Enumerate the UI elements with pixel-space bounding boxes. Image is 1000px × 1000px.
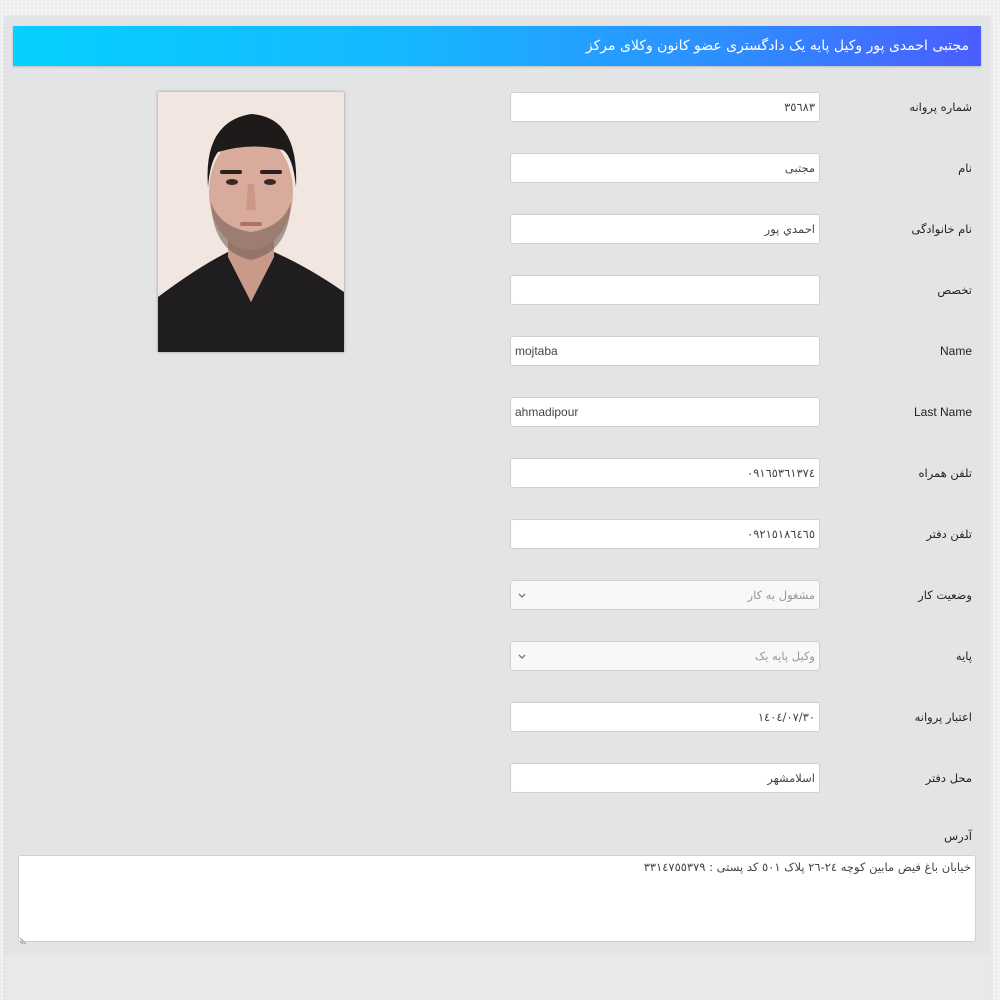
name-en-input[interactable]: mojtaba [510, 336, 820, 366]
form-row-office-phone [5, 519, 990, 549]
mobile-label: تلفن همراه [918, 466, 972, 480]
chevron-down-icon [517, 642, 527, 670]
profile-card-body [5, 17, 990, 955]
license-number-label: شماره پروانه [909, 100, 972, 114]
form-row-license-number [5, 92, 990, 122]
grade-value: وکیل پایه یک [754, 649, 815, 663]
address-textarea[interactable] [18, 855, 976, 942]
resize-handle-icon[interactable] [20, 932, 28, 940]
work-status-select[interactable] [510, 580, 820, 610]
mobile-input[interactable]: ٠٩١٦٥٣٦١٣٧٤ [510, 458, 820, 488]
page-title: مجتبی احمدی پور وکیل پایه یک دادگستری عضو کانون وکلای مرکز [13, 26, 981, 66]
license-validity-label: اعتبار پروانه [914, 710, 972, 724]
grade-select[interactable] [510, 641, 820, 671]
form-row-license-validity [5, 702, 990, 732]
form-row-grade [5, 641, 990, 671]
work-status-label: وضعیت کار [918, 588, 972, 602]
form-row-last-name [5, 214, 990, 244]
address-value: خیابان باغ فیض مابین کوچه ٢٤-٢٦ پلاک ٥٠١ کد پستی : ٣٣١٤٧٥٥٣٧٩ [643, 860, 971, 874]
last-name-label: نام خانوادگی [911, 222, 972, 236]
last-name-input[interactable]: احمدي پور [510, 214, 820, 244]
office-location-label: محل دفتر [925, 771, 972, 785]
name-en-label: Name [939, 344, 972, 358]
office-phone-input[interactable]: ٠٩٢١٥١٨٦٤٦٥ [510, 519, 820, 549]
form-row-specialty [5, 275, 990, 305]
office-phone-label: تلفن دفتر [926, 527, 972, 541]
profile-card [5, 17, 990, 1000]
form-row-work-status [5, 580, 990, 610]
first-name-input[interactable]: مجتبی [510, 153, 820, 183]
office-location-input[interactable]: اسلامشهر [510, 763, 820, 793]
form-row-name-en [5, 336, 990, 366]
last-name-en-input[interactable]: ahmadipour [510, 397, 820, 427]
form-row-mobile [5, 458, 990, 488]
form-row-first-name [5, 153, 990, 183]
license-validity-input[interactable]: ١٤٠٤/٠٧/٣٠ [510, 702, 820, 732]
last-name-en-label: Last Name [913, 405, 972, 419]
first-name-label: نام [958, 161, 972, 175]
form-row-office-location [5, 763, 990, 793]
form-row-last-name-en [5, 397, 990, 427]
grade-label: پایه [955, 649, 972, 663]
address-label: آدرس [944, 829, 972, 843]
license-number-input[interactable]: ٣٥٦٨٣ [510, 92, 820, 122]
chevron-down-icon [517, 581, 527, 609]
specialty-input[interactable] [510, 275, 820, 305]
work-status-value: مشغول به کار [747, 588, 815, 602]
specialty-label: تخصص [937, 283, 972, 297]
